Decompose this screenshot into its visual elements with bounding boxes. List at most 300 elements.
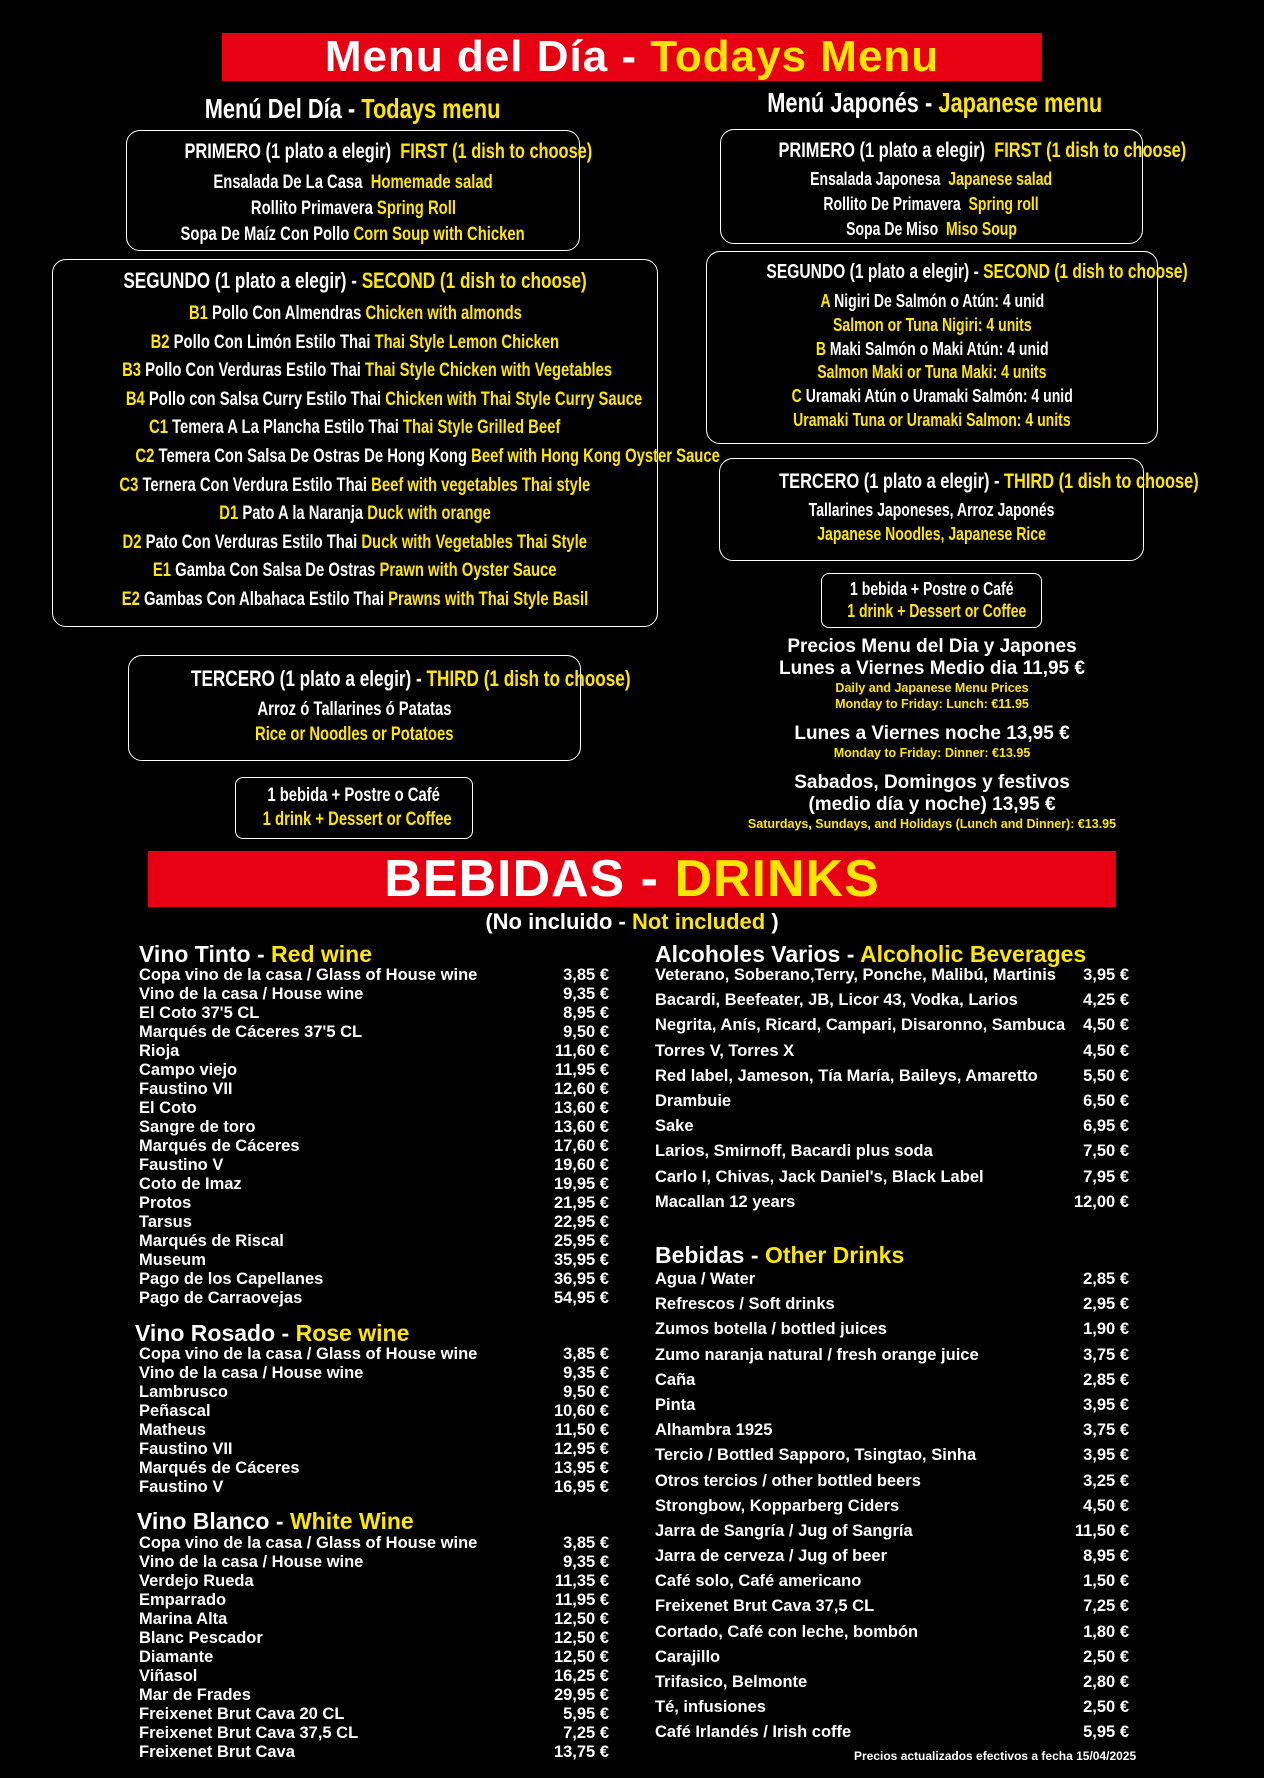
dish-en: Thai Style Chicken with Vegetables [365, 360, 613, 382]
red-wine-title-es: Vino Tinto [139, 941, 251, 967]
drink-name: Torres V, Torres X [655, 1041, 795, 1060]
jp-segundo-title-en: SECOND (1 dish to choose) [983, 261, 1188, 283]
drink-name: Protos [139, 1194, 192, 1212]
drink-price: 36,95 € [553, 1270, 609, 1288]
drink-price: 11,50 € [554, 1421, 609, 1439]
drink-name: Trifasico, Belmonte [655, 1673, 808, 1691]
japanese-menu-heading: Menú Japonés - Japanese menu [767, 87, 1103, 118]
dish-code: B3 [122, 360, 142, 382]
drink-row [139, 1289, 609, 1308]
dish-line [219, 500, 491, 529]
drink-name: Mar de Frades [139, 1686, 251, 1704]
drink-price: 3,95 € [1083, 966, 1129, 984]
drink-price: 7,95 € [1083, 1167, 1129, 1186]
dish-line [135, 443, 719, 472]
dish-en: Spring Roll [376, 198, 456, 219]
jp-primero-box [720, 129, 1187, 244]
daily-segundo-list [53, 300, 720, 615]
dish-en: Prawn with Oyster Sauce [379, 560, 557, 582]
drink-row [139, 1364, 609, 1383]
daily-tercero-title-es: TERCERO (1 plato a elegir) [190, 666, 412, 691]
dish-row [707, 385, 1157, 409]
drink-name: Pinta [655, 1395, 696, 1414]
drink-price: 4,50 € [1083, 1016, 1129, 1035]
drink-name: Tarsus [139, 1213, 192, 1231]
dish-es: Gambas Con Albahaca Estilo Thai [144, 588, 384, 610]
drink-name: Cortado, Café con leche, bombón [655, 1622, 919, 1641]
drink-price: 19,60 € [553, 1156, 609, 1174]
drink-price: 13,60 € [553, 1099, 609, 1117]
drink-row [655, 1064, 1129, 1089]
drink-name: Freixenet Brut Cava [139, 1743, 295, 1761]
drink-price: 35,95 € [553, 1251, 609, 1269]
drink-price: 19,95 € [553, 1175, 609, 1193]
drink-row [139, 1553, 609, 1572]
jp-drink-box [821, 573, 1042, 628]
red-wine-title: Vino Tinto - Red wine [139, 941, 373, 967]
dish-code: B2 [150, 331, 170, 353]
white-wine-title-es: Vino Blanco [137, 1508, 270, 1534]
drink-name: Verdejo Rueda [139, 1572, 254, 1590]
drink-price: 2,85 € [1083, 1270, 1129, 1288]
drink-row [139, 1667, 609, 1686]
drink-row [655, 963, 1129, 988]
prices-weekend-2: (medio día y noche) 13,95 € [808, 794, 1056, 815]
drink-name: Marina Alta [139, 1610, 228, 1628]
drink-row [655, 1039, 1129, 1064]
dish-en: Chicken with Thai Style Curry Sauce [385, 388, 643, 410]
rose-wine-list [139, 1345, 609, 1497]
daily-tercero-line-en: Rice or Noodles or Potatoes [255, 724, 454, 745]
drink-price: 13,60 € [553, 1118, 609, 1136]
drink-price: 16,95 € [553, 1478, 609, 1496]
drink-name: Zumo naranja natural / fresh orange juice [655, 1345, 979, 1364]
dish-line [816, 338, 1049, 362]
drink-row [139, 1572, 609, 1591]
drinks-sep: - [625, 850, 675, 908]
dish-es: Maki Salmón o Maki Atún: 4 unid [829, 338, 1049, 359]
daily-heading-en: Todays menu [361, 93, 501, 124]
drink-price: 3,85 € [563, 1345, 609, 1363]
dish-en: Thai Style Lemon Chicken [374, 331, 560, 353]
drink-name: Strongbow, Kopparberg Ciders [655, 1496, 900, 1515]
drink-row [655, 1519, 1129, 1544]
drink-price: 7,50 € [1083, 1142, 1129, 1161]
drink-name: Campo viejo [139, 1061, 238, 1079]
white-wine-title: Vino Blanco - White Wine [137, 1508, 414, 1534]
drink-name: Marqués de Cáceres 37'5 CL [139, 1023, 363, 1041]
drink-row [655, 1292, 1129, 1317]
prices-weekend-en: Saturdays, Sundays, and Holidays (Lunch and Dinner): €13.95 [747, 817, 1117, 831]
prices-weekend-1: Sabados, Domingos y festivos [794, 772, 1070, 793]
dish-en: Duck with Vegetables Thai Style [361, 531, 588, 553]
drink-name: Freixenet Brut Cava 20 CL [139, 1705, 345, 1723]
drink-name: El Coto [139, 1099, 197, 1117]
drinks-en: DRINKS [674, 850, 880, 908]
drink-row [139, 1194, 609, 1213]
drink-name: Faustino V [139, 1156, 224, 1174]
dish-es: Pollo con Salsa Curry Estilo Thai [148, 388, 382, 410]
dish-en: Corn Soup with Chicken [353, 224, 526, 245]
drink-row [655, 1594, 1129, 1619]
other-title-es: Bebidas [655, 1242, 745, 1268]
jp-primero-title-es: PRIMERO (1 plato a elegir) [778, 139, 986, 162]
dish-es: Pato A la Naranja [242, 503, 364, 525]
dish-row [53, 557, 657, 586]
other-title-en: Other Drinks [764, 1242, 905, 1268]
drink-row [139, 1156, 609, 1175]
dish-row [707, 338, 1157, 362]
jp-tercero-line-es: Tallarines Japoneses, Arroz Japonés [808, 500, 1055, 520]
jp-drink-en: 1 drink + Dessert or Coffee [847, 601, 1027, 621]
dish-row [707, 409, 1157, 433]
drink-price: 12,00 € [1073, 1192, 1129, 1211]
drink-row [139, 1724, 609, 1743]
dish-row [53, 414, 657, 443]
drink-name: Pago de los Capellanes [139, 1270, 324, 1288]
dish-code: B4 [125, 388, 145, 410]
title-en: Todays Menu [650, 32, 940, 81]
drink-price: 1,50 € [1083, 1572, 1129, 1591]
drink-row [139, 985, 609, 1004]
drink-row [139, 1440, 609, 1459]
dish-row [53, 357, 657, 386]
drink-name: Peñascal [139, 1402, 211, 1420]
drink-row [139, 1421, 609, 1440]
dish-es: Uramaki Atún o Uramaki Salmón: 4 unid [805, 386, 1073, 407]
drink-name: Freixenet Brut Cava 37,5 CL [655, 1597, 875, 1616]
dish-en: Beef with vegetables Thai style [371, 474, 591, 496]
drinks-es: BEBIDAS [384, 850, 626, 908]
dish-code: A [820, 291, 830, 311]
jp-tercero-line-en: Japanese Noodles, Japanese Rice [817, 524, 1046, 544]
red-wine-title-en: Red wine [271, 941, 373, 967]
dish-row [53, 500, 657, 529]
daily-tercero-line-es: Arroz ó Tallarines ó Patatas [257, 699, 452, 720]
jp-tercero-box: TERCERO (1 plato a elegir) - THIRD (1 dish to choose) Tallarines Japoneses, Arroz Japonés Japanese Noodles, Japanese Rice [719, 458, 1144, 561]
not-included-open: (No incluido - [485, 909, 632, 934]
drink-price: 9,35 € [563, 985, 609, 1003]
daily-tercero-title-en: THIRD (1 dish to choose) [426, 666, 631, 691]
dish-es: Temera Con Salsa De Ostras De Hong Kong [158, 445, 468, 467]
drink-name: Té, infusiones [655, 1698, 766, 1717]
dish-es: Rollito De Primavera [823, 194, 962, 214]
drink-price: 25,95 € [553, 1232, 609, 1250]
drink-name: Viñasol [139, 1667, 198, 1685]
drink-price: 22,95 € [553, 1213, 609, 1231]
dish-row [53, 443, 720, 472]
drink-name: Bacardi, Beefeater, JB, Licor 43, Vodka, Larios [655, 991, 1018, 1010]
prices-lunch: Lunes a Viernes Medio dia 11,95 € [779, 658, 1085, 679]
dish-line [820, 290, 1044, 314]
dish-line [151, 329, 559, 358]
jp-heading-en: Japanese menu [938, 87, 1103, 118]
drink-price: 2,95 € [1083, 1295, 1129, 1314]
jp-drink-es: 1 bebida + Postre o Café [849, 579, 1014, 599]
drink-price: 11,95 € [554, 1061, 609, 1079]
drink-name: Carlo I, Chivas, Jack Daniel's, Black Label [655, 1167, 984, 1186]
daily-primero-title-es: PRIMERO (1 plato a elegir) [184, 140, 392, 163]
drink-row [139, 1232, 609, 1251]
drink-price: 5,95 € [1083, 1723, 1129, 1742]
not-included-note [380, 909, 884, 935]
drink-price: 2,50 € [1083, 1698, 1129, 1717]
drink-name: Museum [139, 1251, 206, 1269]
other-drinks-list [655, 1267, 1129, 1746]
drink-price: 2,85 € [1083, 1370, 1129, 1389]
dish-code: E1 [153, 560, 172, 582]
alcohol-title-en: Alcoholic Beverages [859, 941, 1087, 967]
footer-note: Precios actualizados efectivos a fecha 15/04/2025 [854, 1749, 1137, 1763]
dish-es: Temera A La Plancha Estilo Thai [172, 417, 400, 439]
dish-code: D2 [122, 531, 142, 553]
drink-price: 8,95 € [1083, 1547, 1129, 1566]
dish-en: Thai Style Grilled Beef [403, 417, 561, 439]
drink-price: 3,95 € [1083, 1395, 1129, 1414]
prices-lunch-en2: Monday to Friday: Lunch: €11.95 [835, 697, 1029, 711]
drink-row [655, 1267, 1129, 1292]
drink-price: 9,50 € [563, 1023, 609, 1041]
drink-row [139, 1345, 609, 1364]
jp-primero-title-en: FIRST (1 dish to choose) [994, 139, 1187, 162]
drink-row [655, 1494, 1129, 1519]
drink-row [655, 1443, 1129, 1468]
dish-en: Duck with orange [367, 503, 491, 525]
drink-row [655, 1569, 1129, 1594]
drink-price: 4,25 € [1083, 991, 1129, 1010]
dish-es: Rollito Primavera [250, 198, 373, 219]
not-included-en: Not included [631, 909, 766, 934]
drink-row [655, 1317, 1129, 1342]
drink-price: 7,25 € [1083, 1597, 1129, 1616]
dish-es: Pato Con Verduras Estilo Thai [145, 531, 358, 553]
drink-name: Pago de Carraovejas [139, 1289, 303, 1307]
drink-price: 6,95 € [1083, 1117, 1129, 1136]
drink-name: Tercio / Bottled Sapporo, Tsingtao, Sinha [655, 1446, 977, 1465]
dish-row [707, 314, 1157, 338]
daily-segundo-title-en: SECOND (1 dish to choose) [361, 268, 587, 293]
dish-es: Pollo Con Limón Estilo Thai [173, 331, 371, 353]
drink-name: Vino de la casa / House wine [139, 1364, 364, 1382]
jp-segundo-title-es: SEGUNDO (1 plato a elegir) [766, 261, 970, 283]
dish-en: Homemade salad [370, 172, 493, 193]
drink-name: Negrita, Anís, Ricard, Campari, Disaronno, Sambuca [655, 1016, 1066, 1035]
drink-row [655, 988, 1129, 1013]
drink-name: Matheus [139, 1421, 206, 1439]
drink-row [139, 1118, 609, 1137]
dish-code: C [791, 386, 802, 407]
drink-price: 12,50 € [553, 1629, 609, 1647]
dish-line [123, 529, 588, 558]
drink-row [139, 1080, 609, 1099]
jp-segundo-list [707, 290, 1157, 433]
dish-line [791, 385, 1072, 409]
dish-code: E2 [121, 588, 140, 610]
drink-row [655, 1418, 1129, 1443]
drink-price: 12,50 € [553, 1648, 609, 1666]
drink-row [139, 1686, 609, 1705]
dish-row [53, 529, 657, 558]
drink-price: 9,50 € [563, 1383, 609, 1401]
drink-price: 4,50 € [1083, 1041, 1129, 1060]
drink-name: Blanc Pescador [139, 1629, 263, 1647]
drink-price: 17,60 € [553, 1137, 609, 1155]
jp-segundo-box: SEGUNDO (1 plato a elegir) - SECOND (1 dish to choose) A Nigiri De Salmón o Atún: 4 unid Salmon or Tuna Nigiri: 4 units B Maki Salmón o Maki Atún: 4 unid Salmon Maki or Tuna Maki: 4 units C Uramaki Atún o Uramaki Salmón: 4 unid Uramaki Tuna or Uramaki Salmon: 4 units [706, 251, 1158, 444]
drink-name: Jarra de Sangría / Jug of Sangría [655, 1521, 913, 1540]
drink-name: Zumos botella / bottled juices [655, 1320, 887, 1339]
title-es: Menu del Día [324, 32, 609, 81]
rose-wine-title-en: Rose wine [295, 1320, 410, 1346]
dish-es: Ternera Con Verdura Estilo Thai [142, 474, 368, 496]
drink-price: 12,60 € [553, 1080, 609, 1098]
drink-row [139, 1459, 609, 1478]
daily-segundo-box: SEGUNDO (1 plato a elegir) - SECOND (1 dish to choose) B1 Pollo Con Almendras Chicken with almonds B2 Pollo Con Limón Estilo Thai Thai Style Lemon Chicken B3 Pollo Con Verduras Estilo Thai Thai Style Chicken with Vegetables B4 Pollo con Salsa Curry Estilo Thai Chicken with Thai Style Curry Sauce C1 Temera A La Plancha Estilo Thai Thai Style Grilled Beef C2 Temera Con Salsa De Ostras De Hong Kong Beef with Hong Kong Oyster Sauce C3 Ternera Con Verdura Estilo Thai Beef with vegetables Thai style D1 Pato A la Naranja Duck with orange D2 Pato Con Verduras Estilo Thai Duck with Vegetables Thai Style E1 Gamba Con Salsa De Ostras Prawn with Oyster Sauce E2 Gambas Con Albahaca Estilo Thai Prawns with Thai Style Basil [52, 259, 658, 627]
not-included-close: ) [765, 909, 779, 934]
drink-price: 11,50 € [1074, 1521, 1129, 1540]
dish-line [122, 357, 612, 386]
drink-name: Vino de la casa / House wine [139, 1553, 364, 1571]
drink-name: Faustino VII [139, 1440, 233, 1458]
dish-line [153, 557, 557, 586]
drinks-banner [148, 851, 1116, 907]
drink-price: 12,95 € [553, 1440, 609, 1458]
white-wine-title-en: White Wine [289, 1508, 414, 1534]
drink-price: 9,35 € [563, 1553, 609, 1571]
dish-row [707, 290, 1157, 314]
dish-en: Salmon or Tuna Nigiri: 4 units [832, 314, 1032, 335]
drink-row [139, 1648, 609, 1667]
daily-menu-heading: Menú Del Día - Todays menu [205, 93, 501, 124]
drink-name: Refrescos / Soft drinks [655, 1295, 835, 1314]
drink-row [139, 966, 609, 985]
drink-price: 3,75 € [1083, 1345, 1129, 1364]
drink-name: Jarra de cerveza / Jug of beer [655, 1547, 888, 1566]
drink-row [139, 1629, 609, 1648]
red-wine-list [139, 966, 609, 1308]
dish-code: C2 [135, 445, 155, 467]
drink-price: 4,50 € [1083, 1496, 1129, 1515]
drink-name: Marqués de Cáceres [139, 1459, 300, 1477]
drink-name: Drambuie [655, 1091, 732, 1110]
drink-price: 13,75 € [553, 1743, 609, 1761]
drink-row [139, 1042, 609, 1061]
dish-es: Sopa De Maíz Con Pollo [180, 224, 350, 245]
drink-price: 10,60 € [553, 1402, 609, 1420]
drink-price: 11,35 € [554, 1572, 609, 1590]
drink-price: 7,25 € [563, 1724, 609, 1742]
daily-segundo-title-es: SEGUNDO (1 plato a elegir) [123, 268, 347, 293]
drink-name: Café Irlandés / Irish coffe [655, 1723, 852, 1742]
drink-row [655, 1190, 1129, 1215]
rose-wine-title-es: Vino Rosado [135, 1320, 276, 1346]
dish-en: Salmon Maki or Tuna Maki: 4 units [817, 362, 1047, 383]
drink-row [655, 1620, 1129, 1645]
drink-name: Carajillo [655, 1647, 721, 1666]
drink-name: Copa vino de la casa / Glass of House wine [139, 1345, 478, 1363]
drink-price: 29,95 € [553, 1686, 609, 1704]
daily-primero-title-en: FIRST (1 dish to choose) [400, 140, 593, 163]
drink-row [655, 1544, 1129, 1569]
dish-en: Spring roll [968, 194, 1040, 214]
drink-row [655, 1165, 1129, 1190]
drink-name: Coto de Imaz [139, 1175, 242, 1193]
daily-drink-box [235, 777, 473, 839]
drink-price: 3,85 € [563, 1534, 609, 1552]
drink-price: 3,75 € [1083, 1421, 1129, 1440]
dish-es: Pollo Con Almendras [211, 303, 361, 324]
alcohol-title: Alcoholes Varios - Alcoholic Beverages [655, 941, 1087, 967]
dish-row [53, 329, 657, 358]
drink-name: Vino de la casa / House wine [139, 985, 364, 1003]
drink-row [139, 1402, 609, 1421]
drink-price: 16,25 € [553, 1667, 609, 1685]
dish-line [149, 414, 560, 443]
dish-code: D1 [219, 503, 239, 525]
daily-tercero-box: TERCERO (1 plato a elegir) - THIRD (1 dish to choose) Arroz ó Tallarines ó Patatas Rice or Noodles or Potatoes [128, 655, 581, 761]
drink-price: 6,50 € [1083, 1091, 1129, 1110]
drink-price: 5,50 € [1083, 1066, 1129, 1085]
dish-row [53, 586, 657, 615]
drink-name: Veterano, Soberano,Terry, Ponche, Malibú, Martinis [655, 966, 1056, 984]
dish-es: Gamba Con Salsa De Ostras [175, 560, 376, 582]
drink-name: Copa vino de la casa / Glass of House wine [139, 1534, 478, 1552]
jp-heading-es: Menú Japonés [767, 87, 920, 118]
drink-price: 2,80 € [1083, 1673, 1129, 1691]
dish-line [126, 386, 642, 415]
dish-en: Japanese salad [948, 169, 1053, 189]
drink-row [139, 1743, 609, 1762]
dish-en: Prawns with Thai Style Basil [388, 588, 589, 610]
drink-row [655, 1343, 1129, 1368]
drink-name: Freixenet Brut Cava 37,5 CL [139, 1724, 359, 1742]
drink-row [139, 1213, 609, 1232]
white-wine-list [139, 1534, 609, 1762]
dish-row [53, 386, 657, 415]
dish-code: C3 [119, 474, 139, 496]
drink-name: Marqués de Cáceres [139, 1137, 300, 1155]
rose-wine-title: Vino Rosado - Rose wine [135, 1320, 410, 1346]
drink-row [655, 1695, 1129, 1720]
drink-row [139, 1383, 609, 1402]
daily-drink-es: 1 bebida + Postre o Café [267, 785, 441, 806]
dish-code: C1 [149, 417, 169, 439]
drink-row [139, 1099, 609, 1118]
jp-tercero-title-es: TERCERO (1 plato a elegir) [779, 470, 990, 493]
drink-row [655, 1469, 1129, 1494]
dish-en: Uramaki Tuna or Uramaki Salmon: 4 units [793, 409, 1071, 430]
dish-code: B [815, 338, 826, 359]
prices-dinner-en: Monday to Friday: Dinner: €13.95 [833, 746, 1031, 760]
drink-price: 21,95 € [553, 1194, 609, 1212]
drink-row [655, 1645, 1129, 1670]
daily-drink-en: 1 drink + Dessert or Coffee [262, 809, 452, 830]
drink-name: El Coto 37'5 CL [139, 1004, 260, 1022]
alcohol-title-es: Alcoholes Varios [655, 941, 841, 967]
other-drinks-title: Bebidas - Other Drinks [655, 1242, 905, 1268]
drink-name: Agua / Water [655, 1270, 756, 1288]
drink-name: Sangre de toro [139, 1118, 256, 1136]
drink-price: 2,50 € [1083, 1647, 1129, 1666]
daily-heading-es: Menú Del Día [205, 93, 343, 124]
drink-row [655, 1114, 1129, 1139]
dish-es: Ensalada Japonesa [810, 169, 941, 189]
drink-name: Copa vino de la casa / Glass of House wine [139, 966, 478, 984]
drink-name: Café solo, Café americano [655, 1572, 862, 1591]
drink-price: 13,95 € [553, 1459, 609, 1477]
drink-row [655, 1368, 1129, 1393]
drink-price: 1,90 € [1083, 1320, 1129, 1339]
drink-row [139, 1705, 609, 1724]
